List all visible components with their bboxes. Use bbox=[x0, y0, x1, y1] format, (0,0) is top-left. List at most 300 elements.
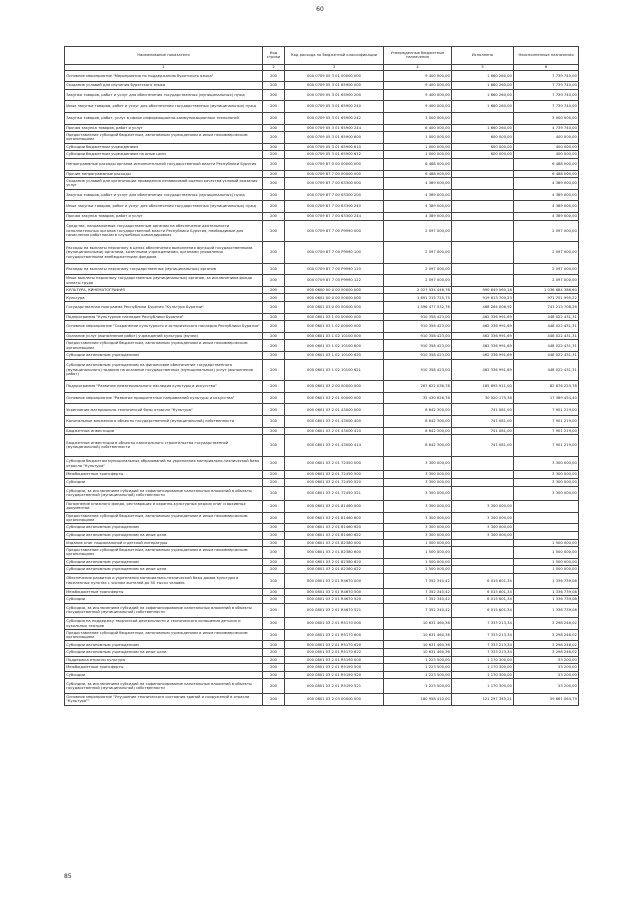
table-row bbox=[65, 649, 579, 657]
cell-budget-code: 000 0709 05 3 01 65900 200 bbox=[285, 89, 384, 101]
cell-budget-code: 000 0709 05 3 01 65900 600 bbox=[285, 132, 384, 144]
header-row bbox=[65, 47, 579, 65]
cell-line-code: 200 bbox=[263, 427, 285, 435]
cell-budget-code: 000 0801 03 2 01 R5190 520 bbox=[285, 671, 384, 679]
cell-line-code: 200 bbox=[263, 435, 285, 457]
cell-approved: 910 358 423,00 bbox=[384, 359, 452, 381]
table-row bbox=[65, 596, 579, 604]
cell-approved: 4 389 000,00 bbox=[384, 189, 452, 201]
cell-name: Предоставление субсидий бюджетным, автономным учреждениям и иным некоммерческим организациям bbox=[65, 132, 263, 144]
table-body bbox=[65, 70, 579, 705]
cell-approved: 8 642 300,00 bbox=[384, 435, 452, 457]
cell-budget-code: 000 0709 05 3 01 00000 000 bbox=[285, 70, 384, 82]
cell-line-code: 200 bbox=[263, 151, 285, 159]
cell-line-code: 200 bbox=[263, 220, 285, 242]
cell-executed: 7 333 213,34 bbox=[452, 641, 514, 649]
cell-approved: 7 352 340,42 bbox=[384, 588, 452, 596]
table-row bbox=[65, 566, 579, 574]
table-row bbox=[65, 501, 579, 513]
cell-approved: 2 097 000,00 bbox=[384, 275, 452, 287]
header-budget-code: Код расхода по бюджетной классификации bbox=[285, 47, 384, 65]
cell-executed: 7 333 213,34 bbox=[452, 649, 514, 657]
cell-approved: 180 958 410,00 bbox=[384, 694, 452, 706]
table-row bbox=[65, 573, 579, 588]
cell-executed: 6 015 601,34 bbox=[452, 603, 514, 618]
cell-unexecuted bbox=[514, 531, 579, 539]
cell-approved: 4 389 000,00 bbox=[384, 178, 452, 190]
cell-approved: 35 430 626,78 bbox=[384, 392, 452, 404]
table-row bbox=[65, 302, 579, 314]
cell-name: Субсидии bbox=[65, 671, 263, 679]
cell-approved: 8 642 300,00 bbox=[384, 427, 452, 435]
cell-line-code: 200 bbox=[263, 352, 285, 360]
cell-budget-code: 000 0801 03 2 01 82380 620 bbox=[285, 558, 384, 566]
cell-approved: 267 622 036,78 bbox=[384, 381, 452, 393]
cell-approved: 3 300 000,00 bbox=[384, 486, 452, 501]
cell-unexecuted: 1 500 000,00 bbox=[514, 539, 579, 547]
table-row bbox=[65, 456, 579, 471]
cell-budget-code: 000 0801 03 2 01 43000 410 bbox=[285, 427, 384, 435]
cell-unexecuted: 3 298 246,02 bbox=[514, 641, 579, 649]
table-row bbox=[65, 332, 579, 340]
cell-executed: 1 170 300,00 bbox=[452, 664, 514, 672]
cell-unexecuted: 3 300 000,00 bbox=[514, 478, 579, 486]
table-row bbox=[65, 679, 579, 694]
cell-line-code: 200 bbox=[263, 679, 285, 694]
cell-approved: 1 500 000,00 bbox=[384, 566, 452, 574]
cell-budget-code: 000 0801 03 1 02 10100 600 bbox=[285, 340, 384, 352]
cell-approved: 3 300 000,00 bbox=[384, 531, 452, 539]
cell-unexecuted: 53 200,00 bbox=[514, 679, 579, 694]
cell-budget-code: 000 0801 03 0 00 00000 000 bbox=[285, 302, 384, 314]
cell-unexecuted: 1 500 000,00 bbox=[514, 566, 579, 574]
table-row bbox=[65, 89, 579, 101]
cell-approved: 3 300 000,00 bbox=[384, 501, 452, 513]
cell-unexecuted: 53 200,00 bbox=[514, 664, 579, 672]
cell-approved: 6 488 000,00 bbox=[384, 170, 452, 178]
cell-approved: 3 300 000,00 bbox=[384, 524, 452, 532]
cell-executed: 462 336 991,69 bbox=[452, 359, 514, 381]
cell-line-code: 200 bbox=[263, 416, 285, 428]
cell-budget-code: 000 0801 03 1 02 10100 620 bbox=[285, 352, 384, 360]
cell-line-code: 200 bbox=[263, 170, 285, 178]
table-row bbox=[65, 170, 579, 178]
cell-name: Субсидии, за исключением субсидий на софинансирование капитальных вложений в объекты государственной (муниципальной) собственности bbox=[65, 486, 263, 501]
cell-approved: 1 500 000,00 bbox=[384, 547, 452, 559]
cell-unexecuted: 7 739 740,00 bbox=[514, 82, 579, 90]
cell-executed bbox=[452, 189, 514, 201]
cell-approved: 1 500 000,00 bbox=[384, 558, 452, 566]
cell-line-code: 200 bbox=[263, 649, 285, 657]
cell-unexecuted bbox=[514, 512, 579, 524]
cell-line-code: 200 bbox=[263, 547, 285, 559]
cell-line-code: 200 bbox=[263, 124, 285, 132]
cell-approved: 2 097 000,00 bbox=[384, 220, 452, 242]
cell-approved: 1 223 500,00 bbox=[384, 679, 452, 694]
cell-line-code: 200 bbox=[263, 82, 285, 90]
cell-executed: 3 300 000,00 bbox=[452, 512, 514, 524]
cell-budget-code: 000 0709 05 3 01 65900 000 bbox=[285, 82, 384, 90]
cell-name: Оказание услуг (выполнение работ) учреждений культуры (музеи) bbox=[65, 332, 263, 340]
cell-approved: 9 400 000,00 bbox=[384, 70, 452, 82]
table-row bbox=[65, 435, 579, 457]
table-row bbox=[65, 151, 579, 159]
cell-unexecuted: 1 336 739,08 bbox=[514, 596, 579, 604]
cell-executed: 1 660 260,00 bbox=[452, 101, 514, 113]
cell-budget-code: 000 0801 03 2 01 72450 520 bbox=[285, 478, 384, 486]
cell-executed: 468 264 006,92 bbox=[452, 302, 514, 314]
cell-approved: 9 400 000,00 bbox=[384, 89, 452, 101]
cell-unexecuted: 59 661 064,79 bbox=[514, 694, 579, 706]
cell-approved: 3 300 000,00 bbox=[384, 456, 452, 471]
cell-unexecuted: 3 300 000,00 bbox=[514, 486, 579, 501]
cell-unexecuted: 7 901 219,00 bbox=[514, 416, 579, 428]
header-approved: Утвержденные бюджетные назначения bbox=[384, 47, 452, 65]
cell-budget-code: 000 0801 03 2 01 82380 600 bbox=[285, 547, 384, 559]
cell-name: Прочая закупка товаров, работ и услуг bbox=[65, 124, 263, 132]
cell-approved: 6 488 000,00 bbox=[384, 158, 452, 170]
cell-executed: 462 336 991,69 bbox=[452, 340, 514, 352]
cell-line-code: 200 bbox=[263, 501, 285, 513]
table-row bbox=[65, 416, 579, 428]
cell-unexecuted: 4 389 000,00 bbox=[514, 178, 579, 190]
table-row bbox=[65, 294, 579, 302]
cell-line-code: 200 bbox=[263, 286, 285, 294]
cell-budget-code: 000 0801 03 1 00 00000 000 bbox=[285, 313, 384, 321]
cell-executed bbox=[452, 478, 514, 486]
cell-unexecuted: 2 097 000,00 bbox=[514, 275, 579, 287]
header-executed: Исполнено bbox=[452, 47, 514, 65]
cell-name: Межбюджетные трансферты bbox=[65, 664, 263, 672]
cell-approved: 1 000 000,00 bbox=[384, 151, 452, 159]
cell-name: Субсидии автономным учреждениям bbox=[65, 352, 263, 360]
cell-executed: 462 336 991,69 bbox=[452, 313, 514, 321]
cell-executed: 3 300 000,00 bbox=[452, 524, 514, 532]
cell-budget-code: 000 0800 00 0 00 00000 000 bbox=[285, 286, 384, 294]
table-row bbox=[65, 603, 579, 618]
cell-executed: 990 849 060,18 bbox=[452, 286, 514, 294]
cell-line-code: 200 bbox=[263, 302, 285, 314]
cell-approved: 2 027 534 446,78 bbox=[384, 286, 452, 294]
cell-line-code: 200 bbox=[263, 158, 285, 170]
cell-budget-code: 000 0801 03 2 01 R5170 620 bbox=[285, 641, 384, 649]
cell-budget-code: 000 0801 03 2 01 00000 000 bbox=[285, 392, 384, 404]
cell-unexecuted bbox=[514, 524, 579, 532]
cell-name: Непрограммные расходы органов исполнительной государственной власти Республики Бурятия bbox=[65, 158, 263, 170]
table-row bbox=[65, 340, 579, 352]
cell-budget-code: 000 0801 03 2 01 43000 414 bbox=[285, 435, 384, 457]
cell-budget-code: 000 0801 03 2 01 81460 600 bbox=[285, 512, 384, 524]
cell-line-code: 200 bbox=[263, 321, 285, 333]
cell-line-code: 200 bbox=[263, 340, 285, 352]
cell-unexecuted: 7 739 740,00 bbox=[514, 89, 579, 101]
cell-name: Подпрограмма "Развитие нематериального наследия культуры и искусства" bbox=[65, 381, 263, 393]
cell-unexecuted: 3 300 000,00 bbox=[514, 456, 579, 471]
cell-line-code: 200 bbox=[263, 603, 285, 618]
cell-name: Субсидии автономным учреждениям на иные цели bbox=[65, 566, 263, 574]
table-row bbox=[65, 132, 579, 144]
cell-name: Закупка товаров, работ и услуг для обеспечения государственных (муниципальных) нужд bbox=[65, 89, 263, 101]
cell-line-code: 200 bbox=[263, 263, 285, 275]
cell-unexecuted: 1 036 684 386,60 bbox=[514, 286, 579, 294]
cell-line-code: 200 bbox=[263, 392, 285, 404]
cell-unexecuted: 7 901 219,00 bbox=[514, 435, 579, 457]
cell-line-code: 200 bbox=[263, 313, 285, 321]
table-row bbox=[65, 392, 579, 404]
cell-unexecuted: 3 298 246,02 bbox=[514, 649, 579, 657]
cell-line-code: 200 bbox=[263, 212, 285, 220]
table-row bbox=[65, 558, 579, 566]
cell-approved: 3 300 000,00 bbox=[384, 471, 452, 479]
table-row bbox=[65, 471, 579, 479]
cell-executed bbox=[452, 486, 514, 501]
cell-executed bbox=[452, 201, 514, 213]
cell-unexecuted: 400 000,00 bbox=[514, 143, 579, 151]
cell-unexecuted: 53 200,00 bbox=[514, 671, 579, 679]
cell-budget-code: 000 0801 03 2 01 72450 521 bbox=[285, 486, 384, 501]
cell-budget-code: 000 0801 03 2 03 00000 000 bbox=[285, 694, 384, 706]
cell-budget-code: 000 0801 03 2 01 R5170 600 bbox=[285, 629, 384, 641]
cell-unexecuted: 3 298 246,02 bbox=[514, 629, 579, 641]
cell-name: Прочие непрограммные расходы bbox=[65, 170, 263, 178]
budget-table bbox=[64, 46, 579, 706]
cell-executed: 462 336 991,69 bbox=[452, 321, 514, 333]
cell-executed: 919 613 700,23 bbox=[452, 294, 514, 302]
cell-budget-code: 000 0801 03 1 02 00000 000 bbox=[285, 321, 384, 333]
cell-unexecuted: 3 298 246,02 bbox=[514, 618, 579, 630]
cell-name: Иные закупки товаров, работ и услуг для обеспечения государственных (муниципальных) нужд bbox=[65, 201, 263, 213]
cell-approved: 9 400 000,00 bbox=[384, 82, 452, 90]
cell-name: Основное мероприятие "Мероприятия по поддержанию бурятского языка" bbox=[65, 70, 263, 82]
table-row bbox=[65, 512, 579, 524]
cell-line-code: 200 bbox=[263, 70, 285, 82]
cell-budget-code: 000 0709 05 3 01 65900 240 bbox=[285, 101, 384, 113]
cell-approved: 1 223 500,00 bbox=[384, 664, 452, 672]
cell-unexecuted: 4 389 000,00 bbox=[514, 212, 579, 220]
cell-executed bbox=[452, 547, 514, 559]
table-row bbox=[65, 112, 579, 124]
cell-name: Создание условий для организации проведения независимой оценки качества условий оказания услуг bbox=[65, 178, 263, 190]
cell-executed: 6 015 601,34 bbox=[452, 573, 514, 588]
cell-name: Межбюджетные трансферты bbox=[65, 471, 263, 479]
cell-line-code: 200 bbox=[263, 242, 285, 264]
cell-executed: 7 333 213,34 bbox=[452, 618, 514, 630]
cell-executed: 600 000,00 bbox=[452, 151, 514, 159]
cell-name: Закупка товаров, работ и услуг для обеспечения государственных (муниципальных) нужд bbox=[65, 189, 263, 201]
table-row bbox=[65, 275, 579, 287]
cell-budget-code: 000 0709 87 7 00 63300 244 bbox=[285, 212, 384, 220]
cell-line-code: 200 bbox=[263, 112, 285, 124]
table-row bbox=[65, 286, 579, 294]
cell-approved: 9 400 000,00 bbox=[384, 101, 452, 113]
header-line-code: Код строки bbox=[263, 47, 285, 65]
column-index: 4 bbox=[384, 64, 452, 70]
cell-line-code: 200 bbox=[263, 656, 285, 664]
cell-name: Культура bbox=[65, 294, 263, 302]
cell-executed: 1 660 260,00 bbox=[452, 82, 514, 90]
cell-budget-code: 000 0709 05 3 01 65900 242 bbox=[285, 112, 384, 124]
cell-unexecuted: 82 876 225,78 bbox=[514, 381, 579, 393]
cell-executed bbox=[452, 558, 514, 566]
cell-budget-code: 000 0709 87 7 00 P9990 122 bbox=[285, 275, 384, 287]
table-row bbox=[65, 124, 579, 132]
cell-unexecuted: 7 901 219,00 bbox=[514, 427, 579, 435]
cell-line-code: 200 bbox=[263, 132, 285, 144]
cell-unexecuted: 400 000,00 bbox=[514, 132, 579, 144]
cell-approved: 7 352 340,42 bbox=[384, 573, 452, 588]
cell-line-code: 200 bbox=[263, 618, 285, 630]
cell-name: Субсидии автономным учреждениям bbox=[65, 524, 263, 532]
cell-executed: 6 015 601,34 bbox=[452, 596, 514, 604]
table-row bbox=[65, 381, 579, 393]
cell-executed: 600 000,00 bbox=[452, 132, 514, 144]
cell-budget-code: 000 0709 87 7 00 P9990 120 bbox=[285, 263, 384, 275]
cell-approved: 4 389 000,00 bbox=[384, 201, 452, 213]
table-row bbox=[65, 694, 579, 706]
cell-approved: 7 352 340,42 bbox=[384, 603, 452, 618]
cell-name: Бюджетные инвестиции в объекты капитального строительства государственной (муниципальной) собственности bbox=[65, 435, 263, 457]
cell-executed bbox=[452, 539, 514, 547]
cell-executed bbox=[452, 263, 514, 275]
cell-executed: 741 081,00 bbox=[452, 435, 514, 457]
cell-name: Расходы на выплаты персоналу государственных (муниципальных) органов bbox=[65, 263, 263, 275]
cell-name: Основное мероприятие "Развитие приоритетных направлений культуры и искусства" bbox=[65, 392, 263, 404]
table-row bbox=[65, 143, 579, 151]
cell-budget-code: 000 0709 05 3 01 65900 610 bbox=[285, 143, 384, 151]
column-index: 3 bbox=[285, 64, 384, 70]
cell-executed: 1 170 300,00 bbox=[452, 656, 514, 664]
table-row bbox=[65, 321, 579, 333]
cell-approved: 4 389 000,00 bbox=[384, 212, 452, 220]
cell-line-code: 200 bbox=[263, 694, 285, 706]
cell-executed: 741 081,00 bbox=[452, 404, 514, 416]
cell-executed: 1 170 300,00 bbox=[452, 671, 514, 679]
cell-budget-code: 000 0801 03 2 01 81460 000 bbox=[285, 501, 384, 513]
cell-name: Государственная программа Республики Бурятия "Культура Бурятии" bbox=[65, 302, 263, 314]
table-row bbox=[65, 671, 579, 679]
cell-approved: 2 097 000,00 bbox=[384, 242, 452, 264]
cell-executed: 30 020 175,38 bbox=[452, 392, 514, 404]
cell-unexecuted: 448 022 431,31 bbox=[514, 332, 579, 340]
cell-executed: 185 695 911,00 bbox=[452, 381, 514, 393]
cell-executed: 741 081,00 bbox=[452, 427, 514, 435]
cell-budget-code: 000 0801 03 2 01 82380 000 bbox=[285, 539, 384, 547]
cell-unexecuted: 1 336 739,08 bbox=[514, 588, 579, 596]
cell-line-code: 200 bbox=[263, 486, 285, 501]
cell-approved: 2 097 000,00 bbox=[384, 263, 452, 275]
cell-line-code: 200 bbox=[263, 566, 285, 574]
cell-line-code: 200 bbox=[263, 381, 285, 393]
cell-name: Субсидии автономным учреждениям на иные цели bbox=[65, 649, 263, 657]
cell-executed: 462 336 991,69 bbox=[452, 332, 514, 340]
table-row bbox=[65, 629, 579, 641]
cell-name: Субсидии автономным учреждениям на финансовое обеспечение государственного (муниципального) задания на оказание государственных (муниципальных) услуг (выполнение работ) bbox=[65, 359, 263, 381]
cell-name: Бюджетные инвестиции bbox=[65, 427, 263, 435]
cell-unexecuted: 971 701 995,22 bbox=[514, 294, 579, 302]
cell-unexecuted: 4 389 000,00 bbox=[514, 201, 579, 213]
cell-budget-code: 000 0801 00 0 00 00000 000 bbox=[285, 294, 384, 302]
cell-executed: 600 000,00 bbox=[452, 143, 514, 151]
cell-executed: 3 300 000,00 bbox=[452, 501, 514, 513]
cell-budget-code: 000 0709 87 7 00 63300 200 bbox=[285, 189, 384, 201]
cell-budget-code: 000 0801 03 2 01 R5190 000 bbox=[285, 656, 384, 664]
cell-executed bbox=[452, 212, 514, 220]
cell-name: Издание книг национальной и детской литературы bbox=[65, 539, 263, 547]
cell-budget-code: 000 0709 05 3 01 65900 244 bbox=[285, 124, 384, 132]
cell-executed bbox=[452, 220, 514, 242]
cell-executed: 3 300 000,00 bbox=[452, 531, 514, 539]
cell-line-code: 200 bbox=[263, 89, 285, 101]
cell-line-code: 200 bbox=[263, 404, 285, 416]
cell-name: Подпрограмма "Культурное наследие Республики Бурятия" bbox=[65, 313, 263, 321]
cell-approved: 1 500 000,00 bbox=[384, 539, 452, 547]
cell-line-code: 200 bbox=[263, 671, 285, 679]
cell-budget-code: 000 0801 03 1 02 10100 621 bbox=[285, 359, 384, 381]
cell-budget-code: 000 0709 87 7 00 P9990 100 bbox=[285, 242, 384, 264]
cell-budget-code: 000 0801 03 2 01 72450 500 bbox=[285, 471, 384, 479]
cell-unexecuted: 1 336 739,08 bbox=[514, 603, 579, 618]
cell-name: Поддержка отрасли культуры bbox=[65, 656, 263, 664]
cell-executed bbox=[452, 170, 514, 178]
table-row bbox=[65, 359, 579, 381]
cell-name: Субсидии бюджетным учреждениям bbox=[65, 143, 263, 151]
cell-executed: 7 333 213,34 bbox=[452, 629, 514, 641]
cell-budget-code: 000 0801 03 2 01 R4670 500 bbox=[285, 588, 384, 596]
column-index: 2 bbox=[263, 64, 285, 70]
table-row bbox=[65, 263, 579, 275]
cell-name: Иные закупки товаров, работ и услуг для обеспечения государственных (муниципальных) нужд bbox=[65, 101, 263, 113]
cell-name: Субсидии автономным учреждениям на иные цели bbox=[65, 531, 263, 539]
cell-executed: 1 660 260,00 bbox=[452, 89, 514, 101]
cell-name: Субсидии бюджетам муниципальных образований на укрепление материально-технической базы отрасли "Культура" bbox=[65, 456, 263, 471]
cell-name: Прочая закупка товаров, работ и услуг bbox=[65, 212, 263, 220]
cell-name: Субсидии bbox=[65, 596, 263, 604]
cell-name: Субсидии автономным учреждениям bbox=[65, 558, 263, 566]
cell-executed bbox=[452, 112, 514, 124]
page-number: 60 bbox=[316, 6, 324, 13]
cell-line-code: 200 bbox=[263, 573, 285, 588]
cell-unexecuted: 1 500 000,00 bbox=[514, 547, 579, 559]
cell-unexecuted: 6 488 000,00 bbox=[514, 170, 579, 178]
cell-unexecuted: 3 300 000,00 bbox=[514, 471, 579, 479]
cell-budget-code: 000 0801 03 2 01 R4670 521 bbox=[285, 603, 384, 618]
cell-approved: 10 631 460,36 bbox=[384, 641, 452, 649]
cell-line-code: 200 bbox=[263, 189, 285, 201]
cell-name: Средства, направляемые государственным органам на обеспечение деятельности исполнительных органов государственной власти Республики Бурятия, необходимые для начисления работникам в служебных командировках bbox=[65, 220, 263, 242]
cell-unexecuted: 448 022 431,31 bbox=[514, 340, 579, 352]
cell-budget-code: 000 0801 03 2 00 00000 000 bbox=[285, 381, 384, 393]
table-row bbox=[65, 242, 579, 264]
table-row bbox=[65, 531, 579, 539]
cell-name: Создание условий для изучения бурятского языка bbox=[65, 82, 263, 90]
cell-approved: 1 223 500,00 bbox=[384, 671, 452, 679]
cell-budget-code: 000 0801 03 2 01 43000 000 bbox=[285, 404, 384, 416]
cell-unexecuted: 448 022 431,31 bbox=[514, 352, 579, 360]
cell-executed bbox=[452, 158, 514, 170]
table-row bbox=[65, 220, 579, 242]
cell-approved: 910 358 423,00 bbox=[384, 332, 452, 340]
cell-name: Иные выплаты персоналу государственных (муниципальных) органов, за исключением фонда оплаты труда bbox=[65, 275, 263, 287]
cell-budget-code: 000 0801 03 2 01 R5190 500 bbox=[285, 664, 384, 672]
cell-executed: 741 081,00 bbox=[452, 416, 514, 428]
cell-line-code: 200 bbox=[263, 596, 285, 604]
cell-name: Расходы на выплаты персоналу в целях обеспечения выполнения функций государственными (муниципальными) органами, казенными учреждениями, органами управления государственными внебюджетными фондами bbox=[65, 242, 263, 264]
table-row bbox=[65, 427, 579, 435]
cell-budget-code: 000 0709 87 0 00 00000 000 bbox=[285, 158, 384, 170]
cell-line-code: 200 bbox=[263, 558, 285, 566]
cell-unexecuted: 1 336 739,08 bbox=[514, 573, 579, 588]
cell-executed bbox=[452, 275, 514, 287]
